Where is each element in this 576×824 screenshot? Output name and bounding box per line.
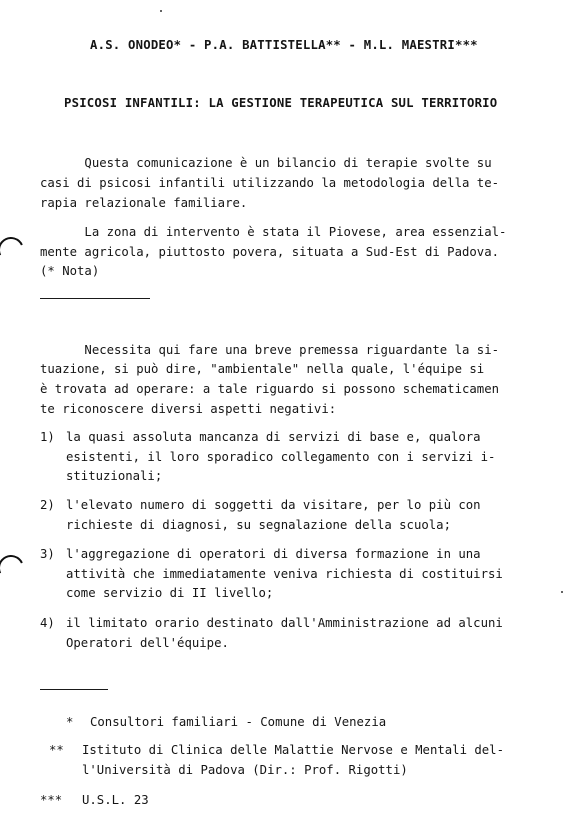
list-line: l'aggregazione di operatori di diversa formazione in una bbox=[66, 547, 481, 561]
list-line: il limitato orario destinato dall'Amministrazione ad alcuni bbox=[66, 616, 503, 630]
footnote-marker: *** bbox=[40, 793, 63, 807]
footnote-text: Istituto di Clinica delle Malattie Nervose e Mentali del- bbox=[82, 743, 504, 757]
paragraph-line: rapia relazionale familiare. bbox=[40, 196, 248, 210]
scan-speck bbox=[160, 10, 162, 12]
footnote-marker: * bbox=[66, 715, 74, 729]
section-rule bbox=[40, 298, 150, 299]
list-line: Operatori dell'équipe. bbox=[66, 636, 229, 650]
paragraph-line: La zona di intervento è stata il Piovese, area essenzial- bbox=[40, 225, 507, 239]
list-number: 3) bbox=[40, 547, 55, 561]
paragraph-line: Questa comunicazione è un bilancio di terapie svolte su bbox=[40, 156, 492, 170]
paragraph-line: Necessita qui fare una breve premessa riguardante la si- bbox=[40, 343, 500, 357]
list-line: l'elevato numero di soggetti da visitare, per lo più con bbox=[66, 498, 481, 512]
footnote-marker: ** bbox=[49, 743, 64, 757]
paragraph-line: casi di psicosi infantili utilizzando la metodologia della te- bbox=[40, 176, 500, 190]
list-line: stituzionali; bbox=[66, 469, 163, 483]
paragraph-line: mente agricola, piuttosto povera, situata a Sud-Est di Padova. bbox=[40, 245, 500, 259]
list-number: 4) bbox=[40, 616, 55, 630]
list-line: la quasi assoluta mancanza di servizi di base e, qualora bbox=[66, 430, 481, 444]
footnote-text: U.S.L. 23 bbox=[82, 793, 149, 807]
list-line: come servizio di II livello; bbox=[66, 586, 274, 600]
footnote-text: l'Università di Padova (Dir.: Prof. Rigotti) bbox=[82, 763, 408, 777]
list-line: richieste di diagnosi, su segnalazione della scuola; bbox=[66, 518, 451, 532]
authors-line: A.S. ONODEO* - P.A. BATTISTELLA** - M.L. MAESTRI*** bbox=[90, 38, 478, 52]
paragraph-line: (* Nota) bbox=[40, 264, 100, 278]
punch-hole-mark bbox=[0, 233, 28, 266]
list-line: esistenti, il loro sporadico collegamento con i servizi i- bbox=[66, 450, 496, 464]
paragraph-line: è trovata ad operare: a tale riguardo si possono schematicamen bbox=[40, 382, 500, 396]
scan-speck bbox=[561, 591, 563, 593]
paragraph-line: te riconoscere diversi aspetti negativi: bbox=[40, 402, 337, 416]
list-line: attività che immediatamente veniva richiesta di costituirsi bbox=[66, 567, 503, 581]
list-number: 1) bbox=[40, 430, 55, 444]
footnote-text: Consultori familiari - Comune di Venezia bbox=[90, 715, 387, 729]
paper-title: PSICOSI INFANTILI: LA GESTIONE TERAPEUTICA SUL TERRITORIO bbox=[64, 96, 498, 110]
punch-hole-mark bbox=[0, 551, 28, 584]
paragraph-line: tuazione, si può dire, "ambientale" nella quale, l'équipe si bbox=[40, 362, 485, 376]
list-number: 2) bbox=[40, 498, 55, 512]
footnote-rule bbox=[40, 689, 108, 690]
